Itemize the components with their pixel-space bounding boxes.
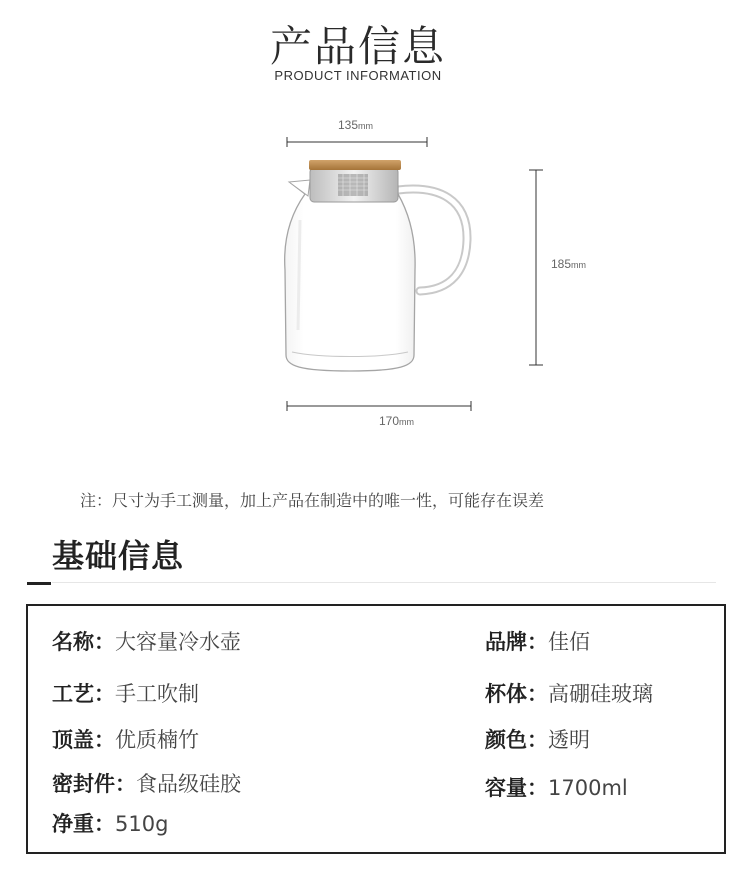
info-item-lid: 顶盖：优质楠竹 <box>52 728 199 752</box>
info-item-name: 名称：大容量冷水壶 <box>52 630 241 654</box>
info-item-body-material: 杯体：高硼硅玻璃 <box>485 682 653 706</box>
page-subtitle: PRODUCT INFORMATION <box>274 68 442 83</box>
bottom-width-label: 170mm <box>379 414 415 428</box>
info-item-seal: 密封件：食品级硅胶 <box>52 772 241 796</box>
height-dimension-line <box>529 170 543 365</box>
top-dimension-line <box>287 137 427 147</box>
info-item-craft: 工艺：手工吹制 <box>52 682 199 706</box>
info-item-brand: 品牌：佳佰 <box>485 630 590 654</box>
info-item-color: 颜色：透明 <box>485 728 590 752</box>
bamboo-lid <box>309 160 401 170</box>
info-item-weight: 净重：510g <box>52 812 169 836</box>
info-item-capacity: 容量：1700ml <box>485 776 628 800</box>
basic-info-box <box>26 604 726 854</box>
top-width-label: 135mm <box>338 118 374 132</box>
measurement-note: 注：尺寸为手工测量，加上产品在制造中的唯一性，可能存在误差 <box>80 491 545 510</box>
page-title: 产品信息 <box>269 22 446 71</box>
section-dash <box>27 582 51 585</box>
section-title: 基础信息 <box>52 537 185 575</box>
section-divider <box>52 582 716 583</box>
height-label: 185mm <box>551 257 587 271</box>
bottom-dimension-line <box>287 401 471 411</box>
jug-body <box>285 184 415 371</box>
